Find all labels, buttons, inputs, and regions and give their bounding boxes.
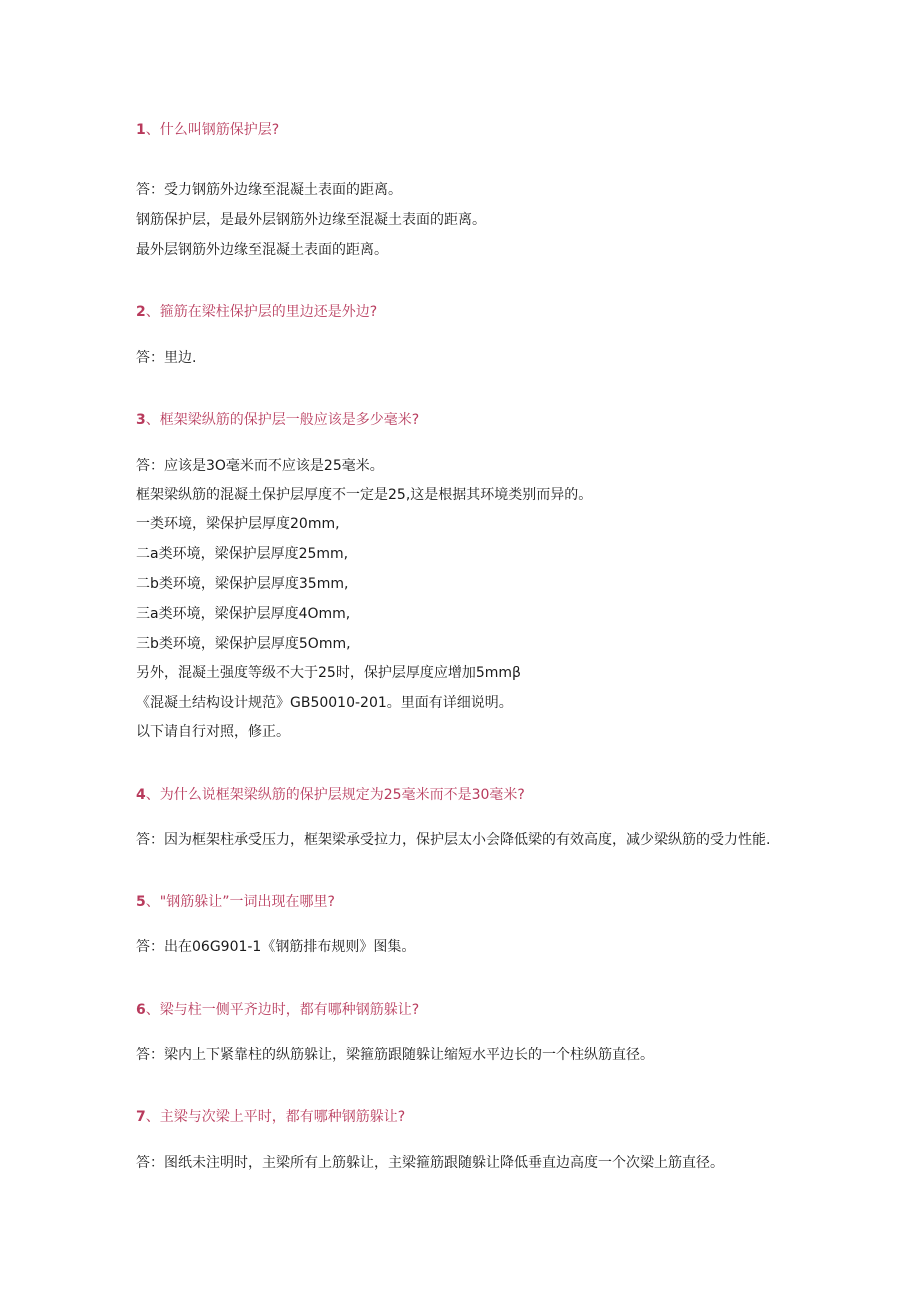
answer-line: 答：图纸未注明时，主梁所有上筋躲让，主梁箍筋跟随躲让降低垂直边高度一个次梁上筋直径。 — [136, 1155, 724, 1171]
answer-line: 答：因为框架柱承受压力，框架梁承受拉力，保护层太小会降低梁的有效高度，减少梁纵筋的受力性能. — [136, 832, 771, 848]
question-text: 、梁与柱一侧平齐边时，都有哪种钢筋躲让? — [145, 1002, 420, 1018]
question-number: 6 — [136, 1002, 146, 1018]
answer-line: 答：受力钢筋外边缘至混凝土表面的距离。 — [136, 182, 402, 198]
answer-line: 三b类环境，梁保护层厚度5Omm, — [136, 636, 351, 652]
answer-line: 二b类环境，梁保护层厚度35mm, — [136, 576, 349, 592]
question-7 — [136, 1107, 405, 1127]
answer-line: 答：出在06G901-1《钢筋排布规则》图集。 — [136, 939, 416, 955]
question-number: 2 — [136, 304, 146, 320]
question-number: 5 — [136, 894, 146, 910]
question-6 — [136, 1000, 419, 1020]
question-text: 、箍筋在梁柱保护层的里边还是外边? — [145, 304, 378, 320]
answer-line: 框架梁纵筋的混凝土保护层厚度不一定是25,这是根据其环境类别而异的。 — [136, 487, 593, 503]
question-4 — [136, 785, 525, 805]
question-1 — [136, 120, 279, 140]
answer-line: 答：梁内上下紧靠柱的纵筋躲让，梁箍筋跟随躲让缩短水平边长的一个柱纵筋直径。 — [136, 1047, 654, 1063]
answer-line: 钢筋保护层，是最外层钢筋外边缘至混凝土表面的距离。 — [136, 212, 486, 228]
answer-line: 答：应该是3O毫米而不应该是25毫米。 — [136, 458, 384, 474]
question-number: 7 — [136, 1109, 146, 1125]
answer-line: 《混凝土结构设计规范》GB50010-201。里面有详细说明。 — [136, 695, 513, 711]
question-5 — [136, 892, 335, 912]
answer-line: 三a类环境，梁保护层厚度4Omm, — [136, 606, 351, 622]
answer-line: 一类环境，梁保护层厚度20mm, — [136, 516, 340, 532]
question-3 — [136, 410, 419, 430]
question-text: 、框架梁纵筋的保护层一般应该是多少毫米? — [145, 412, 420, 428]
answer-line: 另外，混凝土强度等级不大于25时，保护层厚度应增加5mmβ — [136, 665, 521, 681]
question-number: 3 — [136, 412, 146, 428]
question-number: 4 — [136, 787, 146, 803]
question-text: 、什么叫钢筋保护层? — [145, 122, 280, 138]
answer-line: 二a类环境，梁保护层厚度25mm, — [136, 546, 349, 562]
question-number: 1 — [136, 122, 146, 138]
answer-line: 以下请自行对照，修正。 — [136, 724, 290, 740]
question-text: 、"钢筋躲让”一词出现在哪里? — [145, 894, 335, 910]
question-text: 、为什么说框架梁纵筋的保护层规定为25毫米而不是30毫米? — [145, 787, 525, 803]
answer-line: 最外层钢筋外边缘至混凝土表面的距离。 — [136, 242, 388, 258]
answer-line: 答：里边. — [136, 350, 197, 366]
question-2 — [136, 302, 377, 322]
question-text: 、主梁与次梁上平时，都有哪种钢筋躲让? — [145, 1109, 406, 1125]
